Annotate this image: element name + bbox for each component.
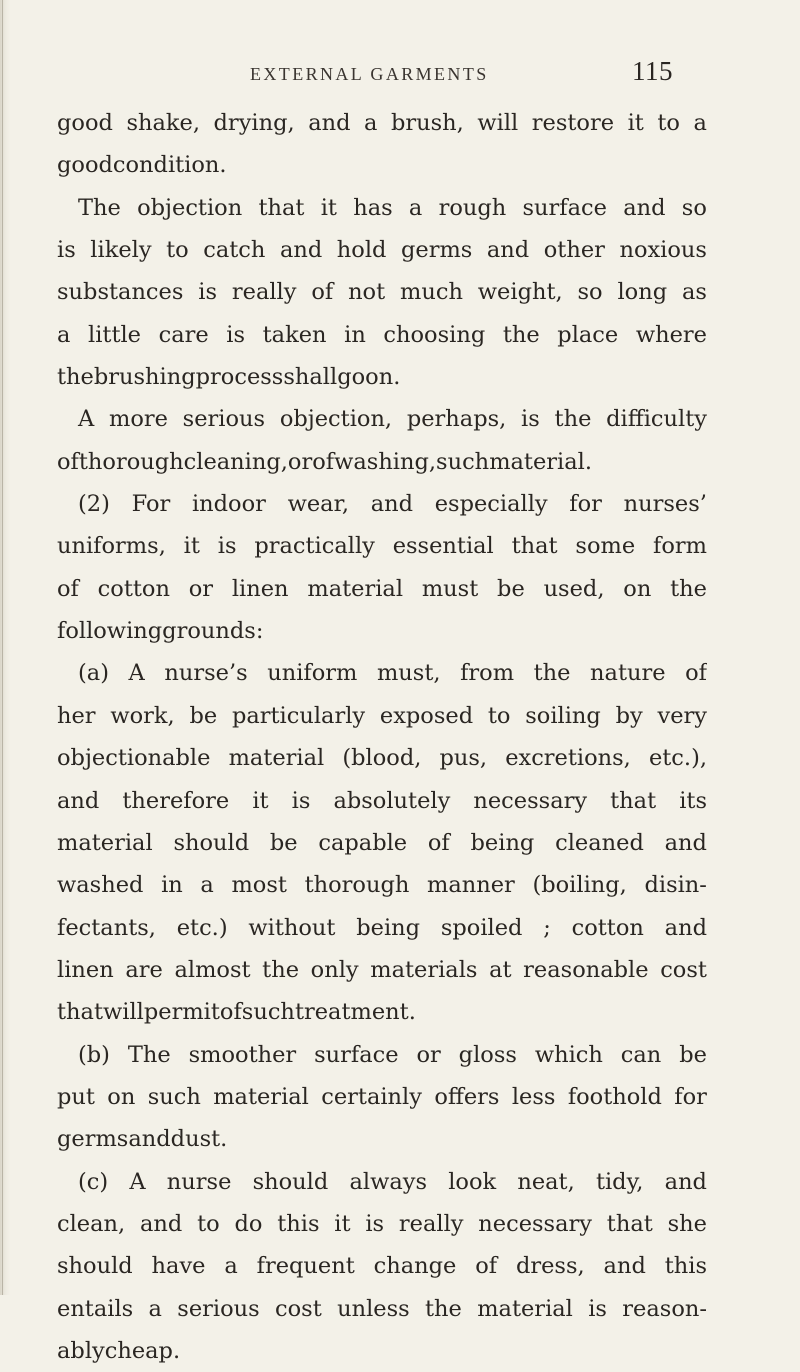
text-line: clean, and to do this it is really necessary that she — [57, 1210, 707, 1237]
text-line: that will permit of such treatment. — [57, 999, 416, 1026]
page-number: 115 — [632, 56, 673, 86]
text-line: put on such material certainly offers less foothold for — [57, 1083, 707, 1110]
text-line: objectionable material (blood, pus, excretions, etc.), — [57, 745, 707, 772]
text-line: (a) A nurse’s uniform must, from the nature of — [78, 660, 707, 687]
text-line: washed in a most thorough manner (boiling, disin- — [57, 872, 707, 899]
text-line: A more serious objection, perhaps, is the difficulty — [78, 406, 707, 433]
text-line: fectants, etc.) without being spoiled ; cotton and — [57, 914, 707, 941]
text-line: should have a frequent change of dress, and this — [57, 1253, 707, 1280]
text-line: (2) For indoor wear, and especially for nurses’ — [78, 491, 707, 518]
running-head: EXTERNAL GARMENTS — [250, 64, 489, 84]
text-line: of thorough cleaning, or of washing, such material. — [57, 448, 593, 475]
text-line: entails a serious cost unless the material is reason- — [57, 1295, 707, 1322]
text-line: germs and dust. — [57, 1126, 228, 1153]
text-line: following grounds : — [57, 618, 264, 645]
text-line: The objection that it has a rough surface and so — [78, 194, 707, 221]
text-line: her work, be particularly exposed to soiling by very — [57, 702, 707, 729]
text-line: linen are almost the only materials at reasonable cost — [57, 956, 707, 983]
text-line: is likely to catch and hold germs and other noxious — [57, 237, 707, 264]
text-line: ably cheap. — [57, 1337, 181, 1364]
text-line: the brushing process shall go on. — [57, 364, 401, 391]
text-line: substances is really of not much weight, so long as — [57, 279, 707, 306]
text-line: (c) A nurse should always look neat, tidy, and — [78, 1168, 707, 1195]
text-line: good shake, drying, and a brush, will restore it to a — [57, 110, 707, 136]
text-line: good condition. — [57, 152, 227, 179]
text-line: material should be capable of being cleaned and — [57, 829, 707, 856]
text-line: of cotton or linen material must be used, on the — [57, 575, 707, 602]
text-line: uniforms, it is practically essential that some form — [57, 533, 707, 560]
text-line: (b) The smoother surface or gloss which can be — [78, 1041, 707, 1068]
body-text — [57, 102, 707, 1372]
text-line: and therefore it is absolutely necessary that its — [57, 787, 707, 814]
page-edge-line — [2, 0, 3, 1295]
text-line: a little care is taken in choosing the place where — [57, 321, 707, 348]
